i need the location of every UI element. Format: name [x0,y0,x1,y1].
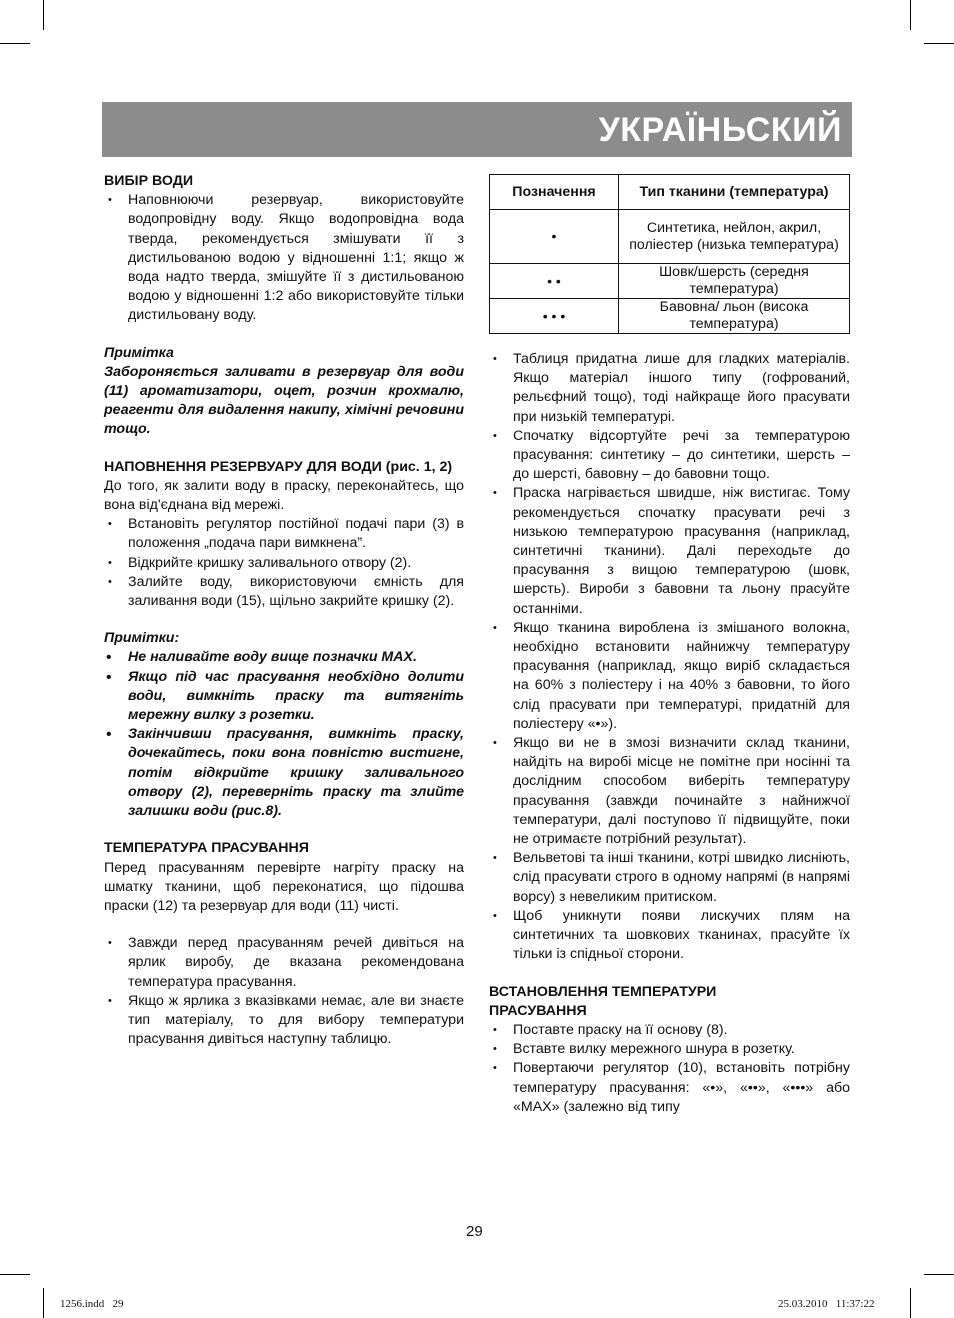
list-item: • Залийте воду, використовуючи ємність для заливання води (15), щільно закрийте кришку (2). [104,573,464,611]
fill-section-title: НАПОВНЕННЯ РЕЗЕРВУАРУ ДЛЯ ВОДИ (рис. 1, 2) [104,458,453,475]
list-item: • Встановіть регулятор постійної подачі пари (3) в положення „подача пари вимкнена”. [104,515,464,553]
list-item: • Поставте праску на її основу (8). [489,1021,850,1040]
fabric-table [489,174,850,334]
table-cell-mark: • [490,210,619,264]
crop-mark [924,43,954,44]
table-row [490,299,850,334]
list-item: • Повертаючи регулятор (10), встановіть потрібну температуру прасування: «•», «••», «•••» або «MAX» (залежно від типу [489,1059,850,1117]
note-title: Примітка [104,344,174,361]
crop-mark [0,43,30,44]
table-header-mark: Позначення [490,175,619,210]
list-item: • Щоб уникнути появи лискучих плям на синтетичних та шовкових тканинах, прасуйте їх тільки із спідньої сторони. [489,907,850,965]
list-item: • Якщо під час прасування необхідно долити води, вимкніть праску та витягніть мережну вилку з розетки. [104,668,464,726]
table-cell-mark: • • • [490,299,619,334]
language-title: УКРАЇНЬСКИЙ [598,111,842,149]
temp-list [104,934,464,1049]
footer-timestamp: 25.03.2010 11:37:22 [778,1298,875,1310]
fill-list [104,515,464,611]
list-item: • Відкрийте кришку заливального отвору (2). [104,554,464,573]
page-number: 29 [466,1223,483,1240]
language-header-bar [102,102,852,157]
set-temp-list [489,1021,850,1117]
list-item: • Закінчивши прасування, вимкніть праску, дочекайтесь, поки вона повністю вистигне, потім відкрийте кришку заливального отвору (2), переверніть праску та злийте залишки води (рис.8). [104,725,464,821]
list-item: • Якщо ви не в змозі визначити склад тканини, найдіть на виробі місце не помітне при носінні та дослідним способом виберіть температуру прасування (завжди починайте з найнижчої температури, далі поступово її підвищуйте, поки не отримаєте потрібний результат). [489,734,850,849]
table-row [490,264,850,299]
list-item: • Якщо ж ярлика з вказівками немає, але ви знаєте тип матеріалу, то для вибору температури прасування дивіться наступну таблицю. [104,992,464,1050]
water-list [104,191,464,325]
crop-mark [924,1274,954,1275]
fill-intro: До того, як залити воду в праску, переконайтесь, що вона від'єднана від мережі. [104,477,464,514]
list-item: • Наповнюючи резервуар, використовуйте водопровідну воду. Якщо водопровідна вода тверда, рекомендується змішувати її з дистильованою водою у відношенні 1:1; якщо ж вода надто тверда, змішуйте її з дистильованою водою у відношенні 1:2 або використовуйте тільки дистильовану воду. [104,191,464,325]
ironing-tips-list [489,350,850,965]
notes-list [104,648,464,821]
crop-mark [0,1274,30,1275]
table-cell-fabric: Шовк/шерсть (середня температура) [619,264,850,299]
table-cell-mark: • • [490,264,619,299]
temp-section-title: ТЕМПЕРАТУРА ПРАСУВАННЯ [104,840,309,857]
table-cell-fabric: Синтетика, нейлон, акрил, поліестер (низька температура) [619,210,850,264]
water-section-title: ВИБІР ВОДИ [104,173,194,189]
footer-file: 1256.indd 29 [60,1298,124,1310]
list-item: • Завжди перед прасуванням речей дивіться на ярлик виробу, де вказана рекомендована температура прасування. [104,934,464,992]
list-item: • Не наливайте воду вище позначки MAX. [104,648,464,667]
list-item: • Спочатку відсортуйте речі за температурою прасування: синтетику – до синтетики, шерсть – до шерсті, бавовну – до бавовни тощо. [489,427,850,485]
right-column [489,174,850,1117]
list-item: • Праска нагрівається швидше, ніж вистигає. Тому рекомендується спочатку прасувати речі з низькою температурою прасування (наприклад, синтетичні тканини). Далі переходьте до прасування з вищою температурою (шовк, шерсть). Вироби з бавовни та льону прасуйте останніми. [489,484,850,618]
table-cell-fabric: Бавовна/ льон (висока температура) [619,299,850,334]
note-text: Забороняється заливати в резервуар для води (11) ароматизатори, оцет, розчин крохмалю, реагенти для видалення накипу, хімічні речовини тощо. [104,363,464,438]
set-temp-section-title: ВСТАНОВЛЕННЯ ТЕМПЕРАТУРИ ПРАСУВАННЯ [489,983,717,1019]
notes-title: Примітки: [104,630,180,647]
table-header-fabric: Тип тканини (температура) [619,175,850,210]
crop-mark [43,0,44,30]
temp-intro: Перед прасуванням перевірте нагріту праску на шматку тканини, щоб переконатися, що підошва праски (12) та резервуар для води (11) чисті. [104,859,464,914]
table-header-row [490,175,850,210]
left-column [104,172,464,1049]
list-item: • Вставте вилку мережного шнура в розетку. [489,1040,850,1059]
crop-mark [910,1288,911,1318]
crop-mark [43,1288,44,1318]
list-item: • Якщо тканина вироблена із змішаного волокна, необхідно встановити найнижчу температуру прасування (наприклад, якщо виріб складається на 60% з поліестеру і на 40% з бавовни, то його слід прасувати при температурі, придатній для поліестеру «•»). [489,619,850,734]
list-item: • Вельветові та інші тканини, котрі швидко лисніють, слід прасувати строго в одному напрямі (в напрямі ворсу) з невеликим притиском. [489,849,850,907]
table-row [490,210,850,264]
list-item: • Таблиця придатна лише для гладких матеріалів. Якщо матеріал іншого типу (гофрований, рельєфний тощо), тоді найкраще його прасувати при низькій температурі. [489,350,850,427]
crop-mark [910,0,911,30]
